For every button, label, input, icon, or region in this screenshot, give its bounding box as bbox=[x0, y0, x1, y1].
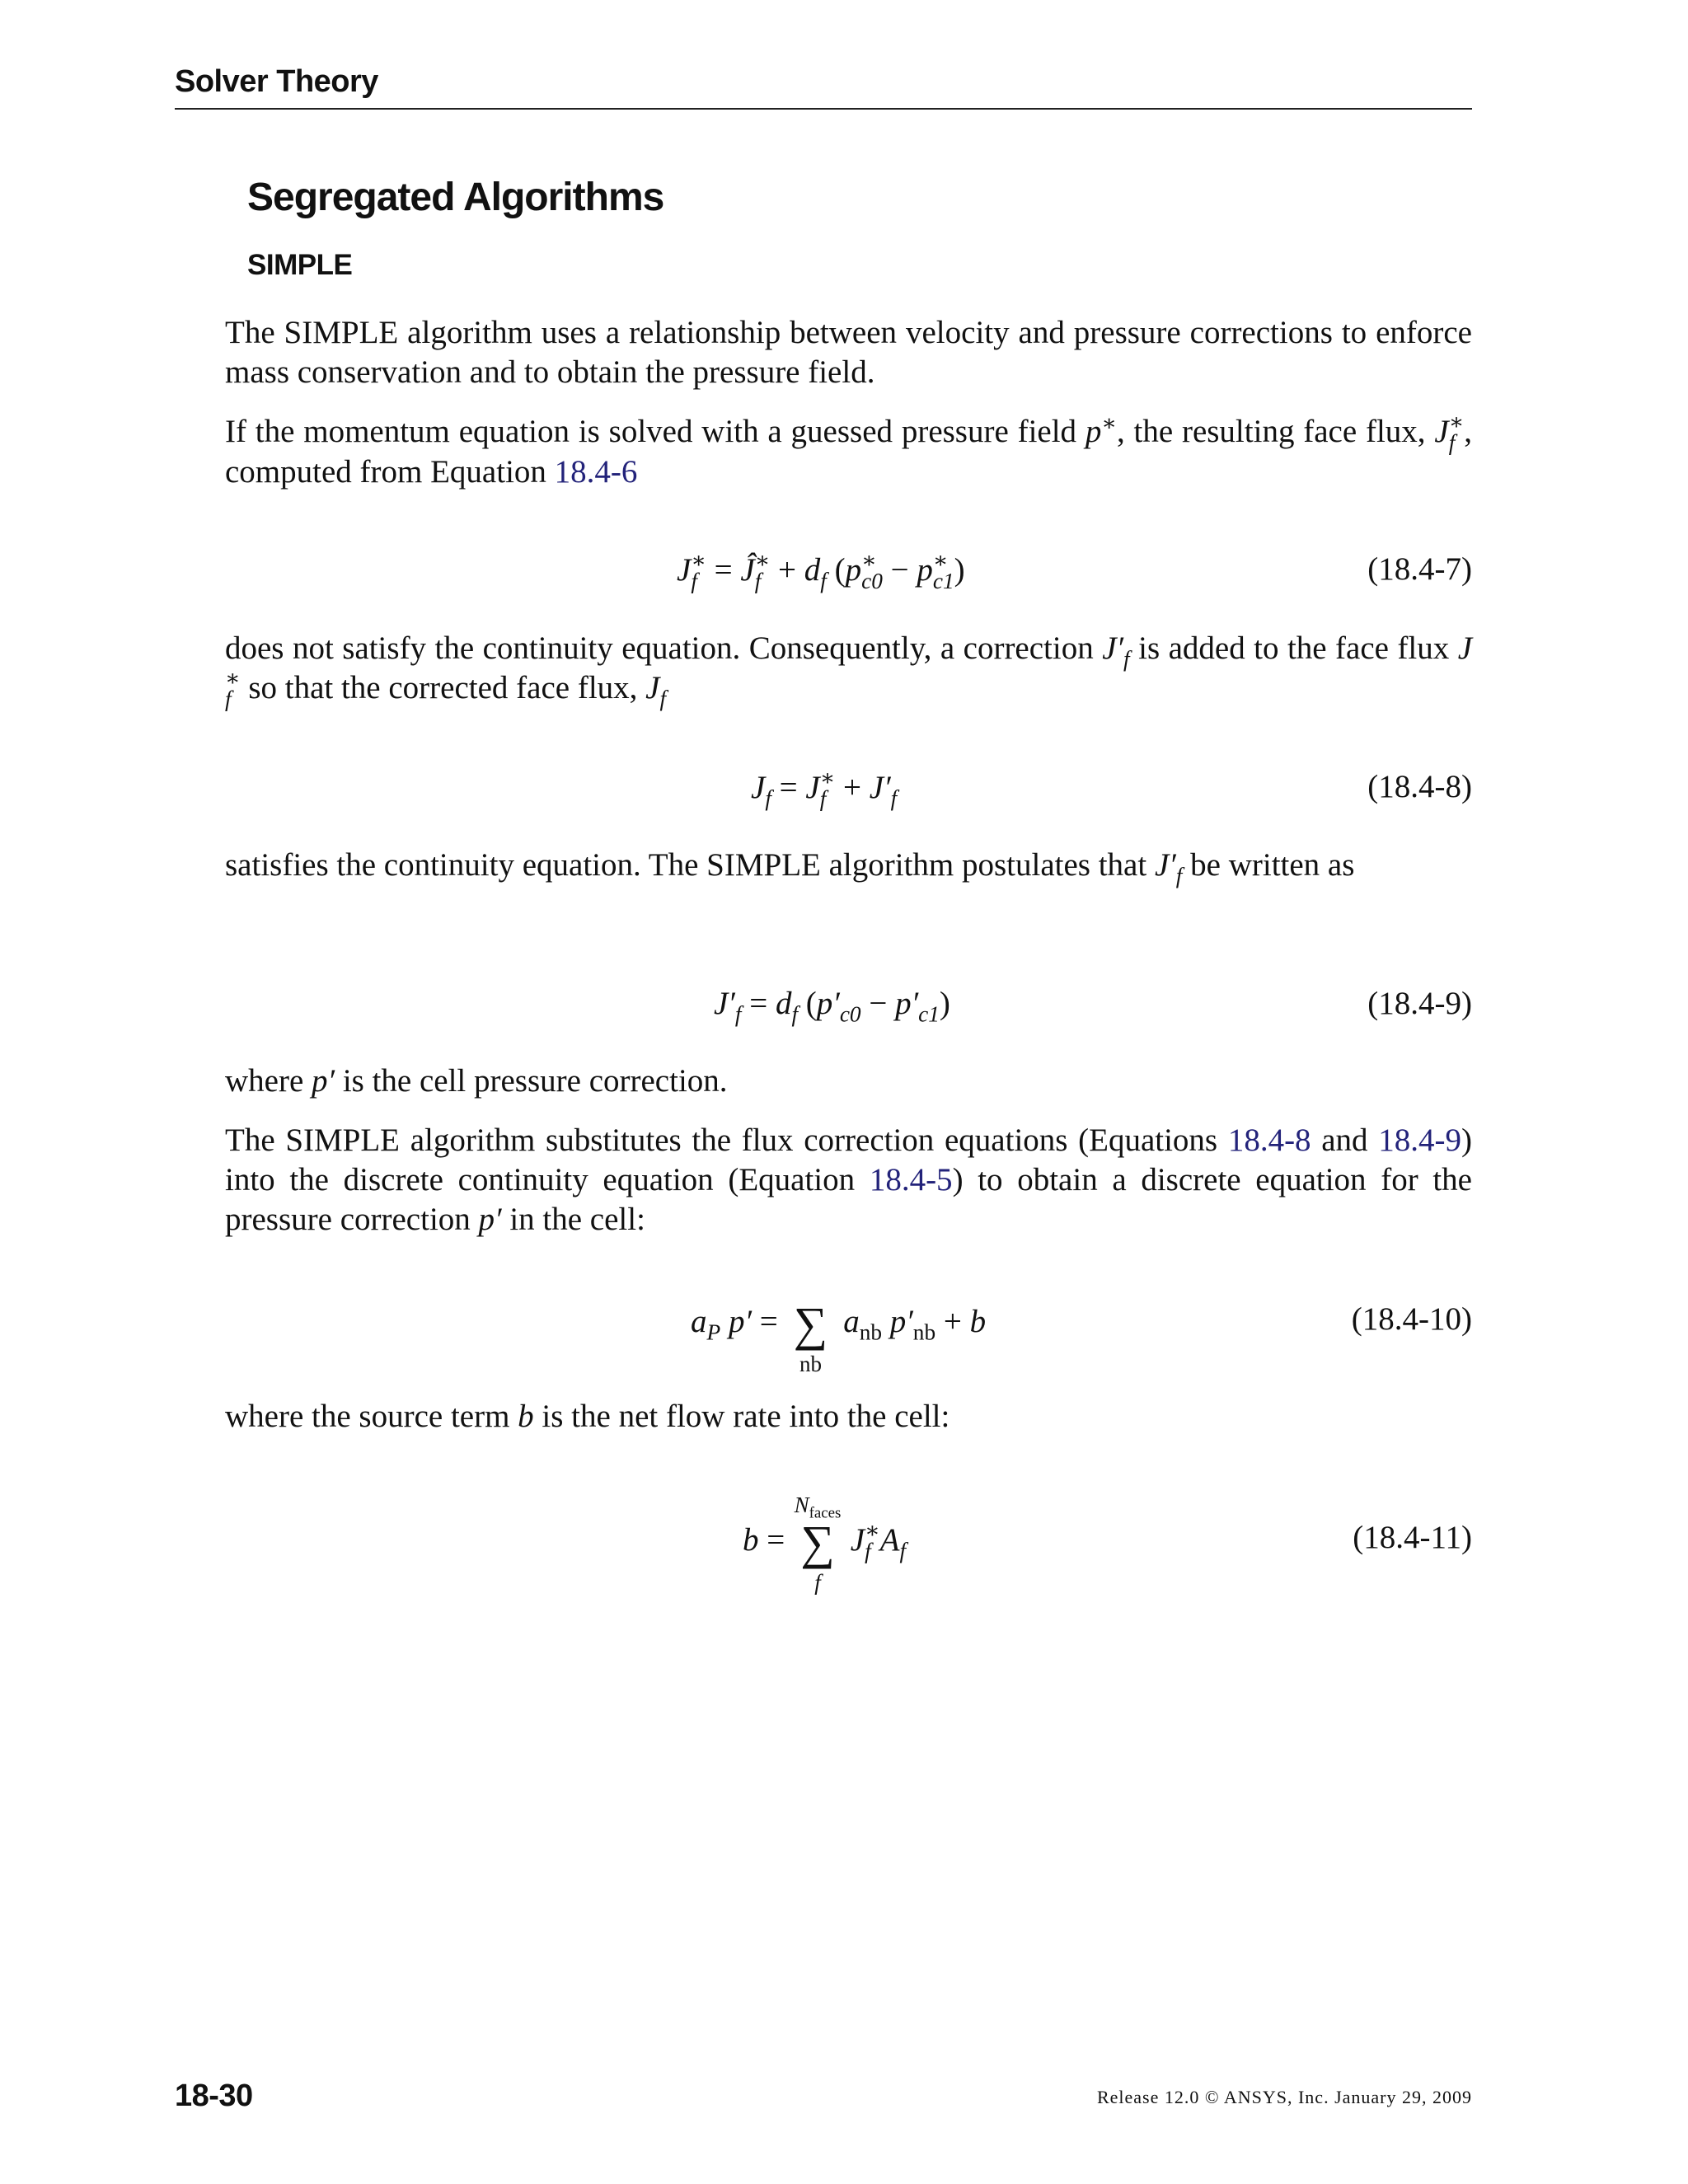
page-number: 18-30 bbox=[175, 2079, 253, 2113]
math-jf-prime: $J'_f$ bbox=[1102, 630, 1130, 672]
header-rule bbox=[175, 108, 1472, 110]
summation-symbol: ∑ nb bbox=[793, 1297, 828, 1376]
equation-number: (18.4-11) bbox=[1353, 1520, 1472, 1555]
link-equation-18-4-9[interactable]: 18.4-9 bbox=[1378, 1122, 1461, 1158]
paragraph-intro bbox=[225, 313, 1472, 392]
paragraph-correction: does not satisfy the continuity equation. Consequently, a correction $J'_f$ is added to the face flux J ∗ f so that the corrected face flux, $J_f$ bbox=[225, 630, 1473, 711]
equation-18-4-8 bbox=[225, 768, 1472, 818]
paragraph-cell-pressure: where p′ is the cell pressure correction. bbox=[225, 1063, 728, 1099]
equation-number: (18.4-9) bbox=[1367, 986, 1472, 1021]
link-equation-18-4-5[interactable]: 18.4-5 bbox=[869, 1162, 953, 1197]
equation-18-4-11-body: b = $N_{faces}$ ∑ f J ∗ f $A_f$ bbox=[743, 1493, 907, 1595]
paragraph-guessed-pressure: If the momentum equation is solved with a guessed pressure field p∗, the resulting face flux, J ∗ f , computed from Equation 18.4-6 bbox=[225, 410, 1472, 490]
link-equation-18-4-8[interactable]: 18.4-8 bbox=[1227, 1122, 1311, 1158]
summation-symbol: $N_{faces}$ ∑ f bbox=[794, 1493, 842, 1595]
math-jf: $J_f$ bbox=[645, 670, 667, 711]
math-p-star: p∗ bbox=[1085, 410, 1117, 450]
paragraph-source-term: where the source term b is the net flow rate into the cell: bbox=[225, 1399, 950, 1434]
equation-18-4-10 bbox=[225, 1297, 1472, 1376]
running-header: Solver Theory bbox=[175, 64, 378, 99]
equation-18-4-9 bbox=[225, 985, 1472, 1034]
equation-number: (18.4-7) bbox=[1367, 551, 1472, 587]
link-equation-18-4-6[interactable]: 18.4-6 bbox=[554, 454, 638, 490]
equation-18-4-8-body: $J_f = J$ ∗ f + $J'_f$ bbox=[751, 766, 898, 811]
equation-18-4-10-body: $a_P$ p′ = ∑ nb $a_{nb}$ $p'_{nb} + b$ bbox=[691, 1297, 987, 1376]
math-jf-star: J ∗ f bbox=[225, 630, 1473, 711]
equation-number: (18.4-10) bbox=[1351, 1301, 1472, 1337]
equation-18-4-11 bbox=[225, 1493, 1472, 1595]
math-jf-prime: $J'_f$ bbox=[1154, 847, 1183, 888]
math-p-prime: p′ bbox=[312, 1063, 335, 1099]
equation-18-4-9-body: $J'_f = d_f$ $(p'_{c0} - p'_{c1})$ bbox=[714, 986, 950, 1027]
equation-number: (18.4-8) bbox=[1367, 769, 1472, 804]
equation-18-4-7 bbox=[225, 548, 1472, 600]
section-title: Segregated Algorithms bbox=[247, 176, 664, 219]
release-info: Release 12.0 © ANSYS, Inc. January 29, 2009 bbox=[1096, 2087, 1472, 2107]
math-b: b bbox=[518, 1399, 534, 1434]
paragraph-substitution: The SIMPLE algorithm substitutes the flux correction equations (Equations 18.4-8 and 18.4-9) into the discrete continuity equation (Equation 18.4-5) to obtain a discrete equation for the pressure correction p′ in the cell: bbox=[225, 1122, 1472, 1237]
paragraph-postulate: satisfies the continuity equation. The SIMPLE algorithm postulates that $J'_f$ be written as bbox=[225, 847, 1355, 888]
math-p-prime: p′ bbox=[478, 1202, 502, 1237]
equation-18-4-7-body: J ∗ f = Ĵ ∗ f + $d_f$ (p ∗ c0 − p ∗ c1 ) bbox=[677, 548, 965, 593]
math-jf-star: J ∗ f bbox=[1434, 410, 1465, 455]
subsection-title: SIMPLE bbox=[247, 249, 353, 281]
paragraph-intro-text: The SIMPLE algorithm uses a relationship between velocity and pressure corrections to enforce mass conservation and to obtain the pressure field. bbox=[225, 315, 1472, 390]
